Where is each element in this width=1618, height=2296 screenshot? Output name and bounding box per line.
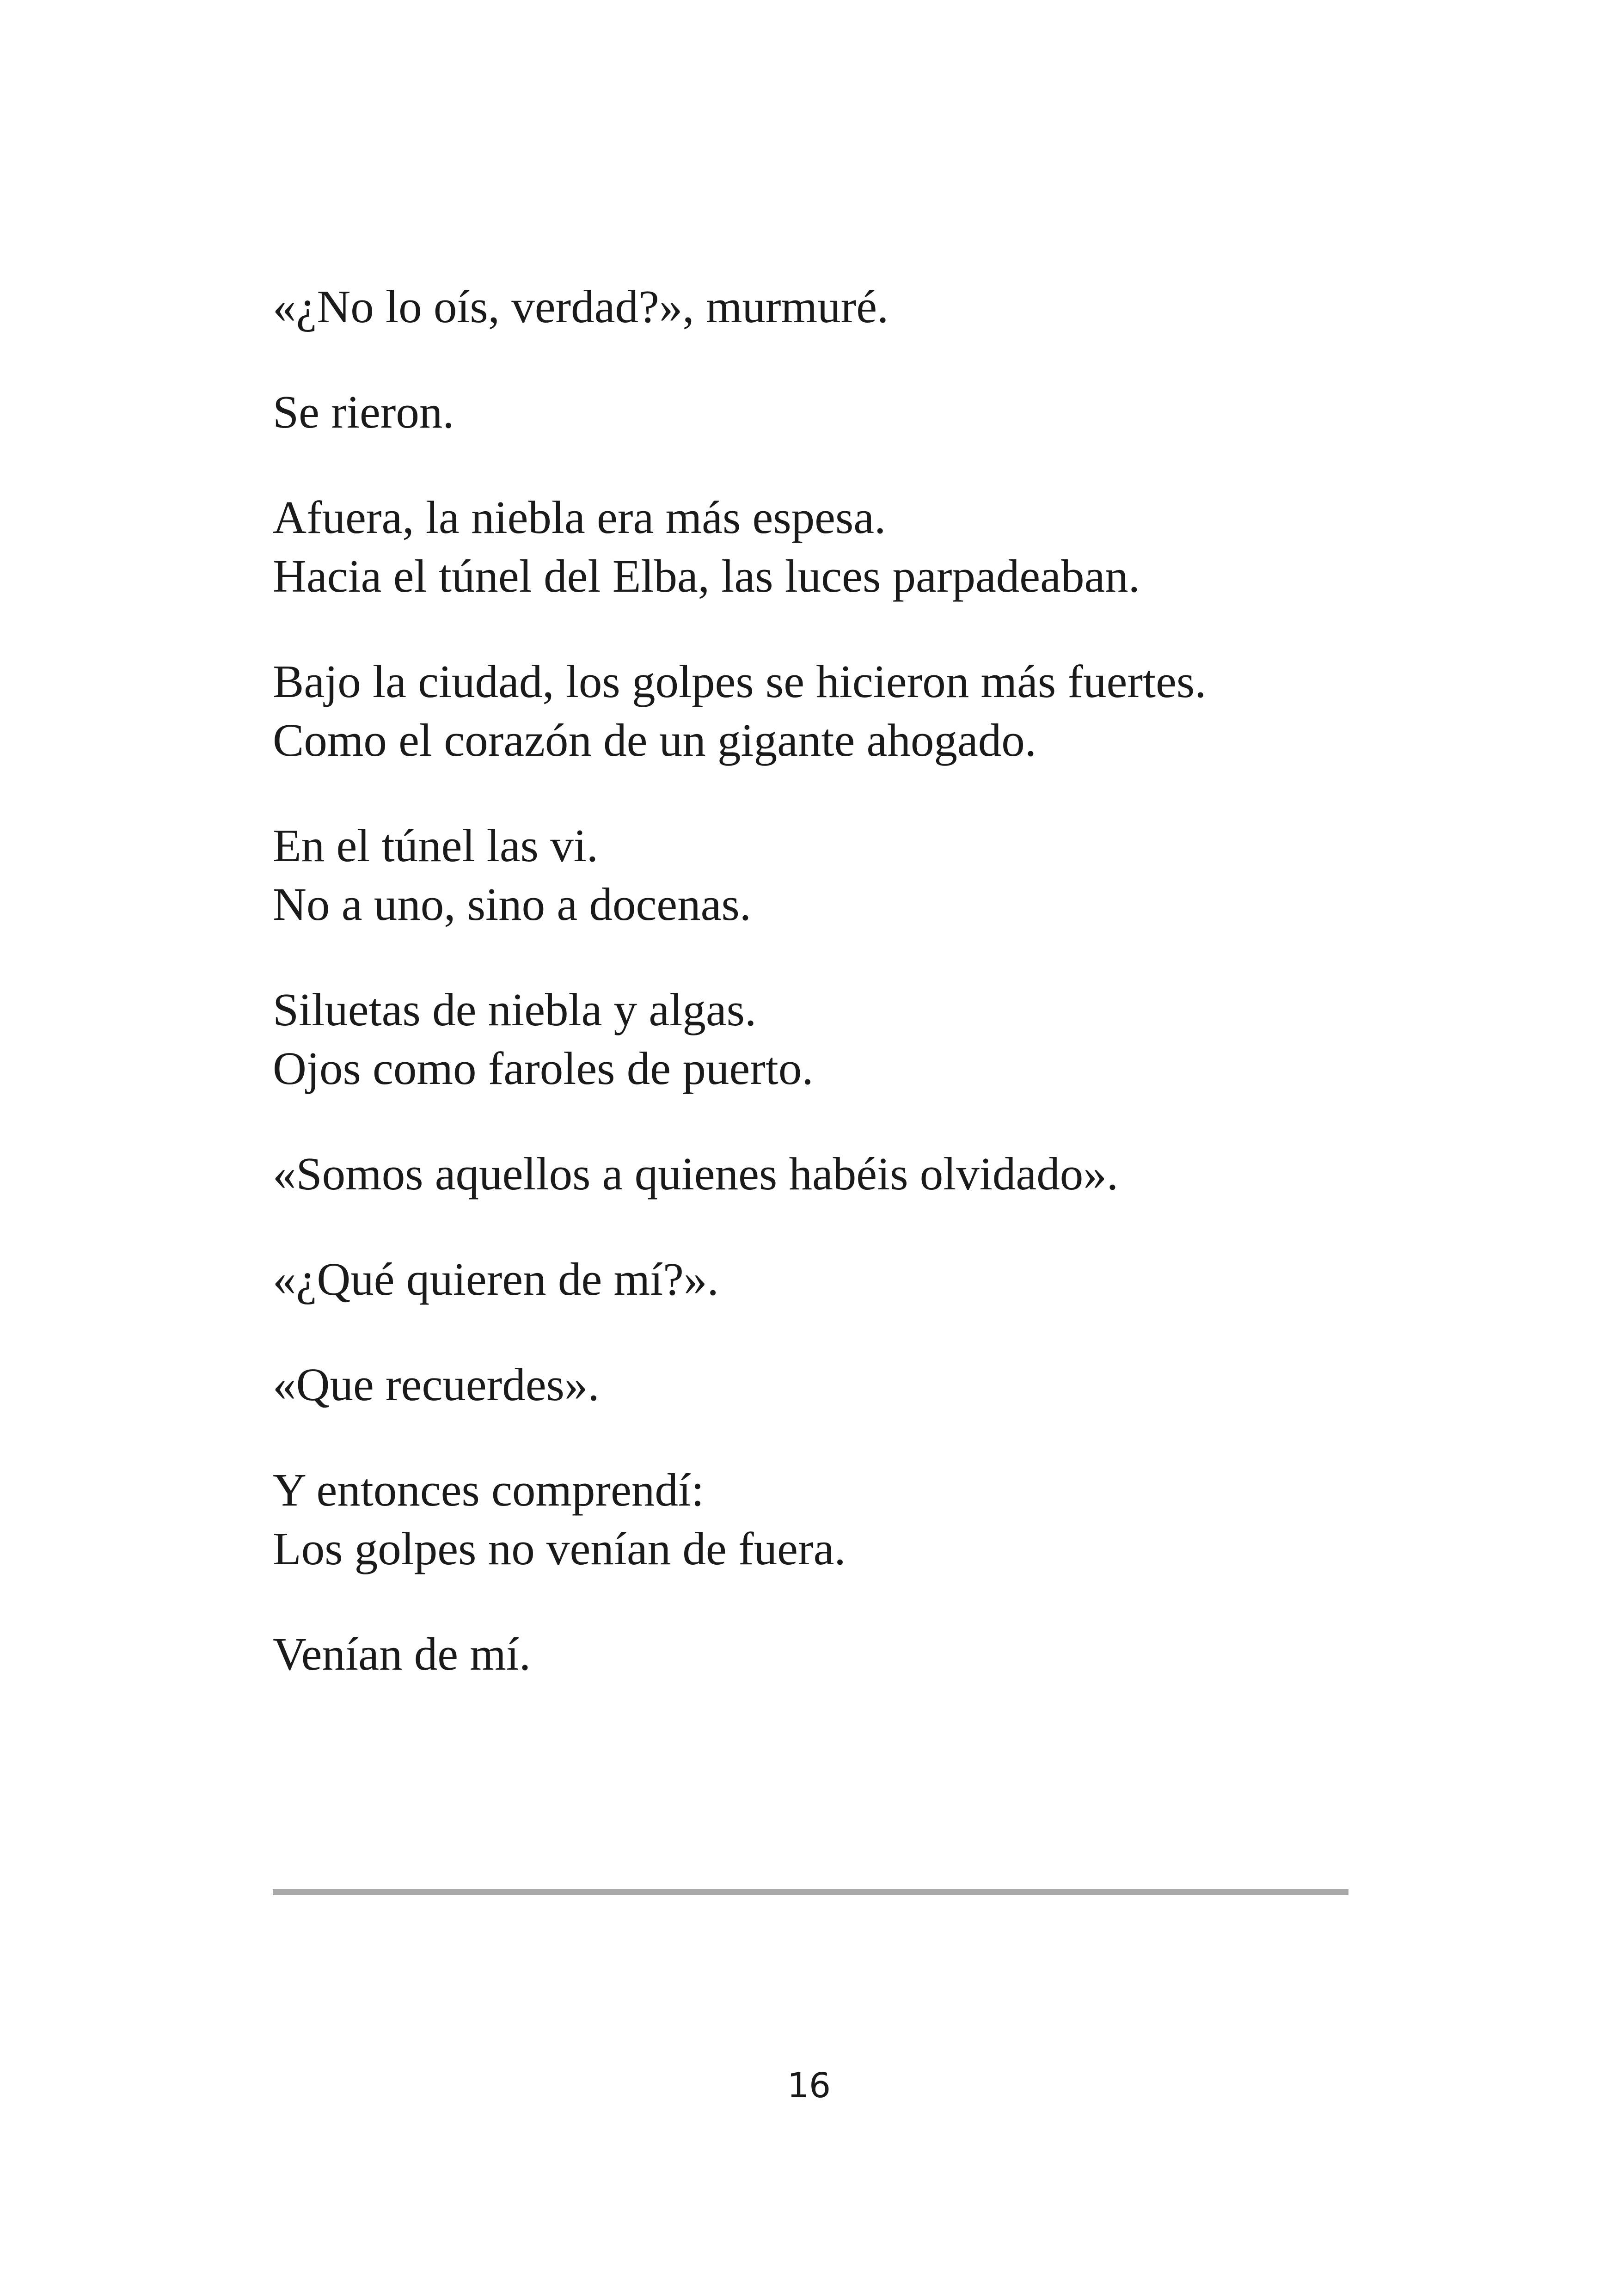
- poem-body: [273, 277, 1382, 1730]
- poem-line: «Que recuerdes».: [273, 1359, 600, 1410]
- poem-line: «¿No lo oís, verdad?», murmuré.: [273, 281, 889, 332]
- poem-line: Como el corazón de un gigante ahogado.: [273, 714, 1036, 766]
- stanza: [273, 1461, 1382, 1578]
- poem-line: Bajo la ciudad, los golpes se hicieron más fuertes.: [273, 655, 1207, 707]
- horizontal-divider: [273, 1889, 1348, 1895]
- stanza: [273, 277, 1382, 336]
- stanza: [273, 1355, 1382, 1414]
- poem-line: En el túnel las vi.: [273, 820, 599, 871]
- poem-line: Y entonces comprendí:: [273, 1464, 705, 1516]
- poem-line: Hacia el túnel del Elba, las luces parpadeaban.: [273, 550, 1140, 602]
- poem-line: Ojos como faroles de puerto.: [273, 1042, 814, 1094]
- stanza: [273, 816, 1382, 934]
- poem-line: Siluetas de niebla y algas.: [273, 984, 757, 1035]
- stanza: [273, 1145, 1382, 1203]
- poem-line: No a uno, sino a docenas.: [273, 878, 752, 930]
- stanza: [273, 488, 1382, 606]
- poem-line: «¿Qué quieren de mí?».: [273, 1253, 719, 1305]
- poem-line: Afuera, la niebla era más espesa.: [273, 491, 886, 543]
- poem-line: Se rieron.: [273, 386, 454, 438]
- stanza: [273, 1625, 1382, 1684]
- poem-line: Los golpes no venían de fuera.: [273, 1523, 846, 1574]
- poem-line: Venían de mí.: [273, 1628, 531, 1680]
- stanza: [273, 980, 1382, 1098]
- stanza: [273, 383, 1382, 441]
- poem-line: «Somos aquellos a quienes habéis olvidado».: [273, 1148, 1118, 1200]
- page-number: 16: [787, 2066, 831, 2106]
- stanza: [273, 1250, 1382, 1309]
- stanza: [273, 652, 1382, 770]
